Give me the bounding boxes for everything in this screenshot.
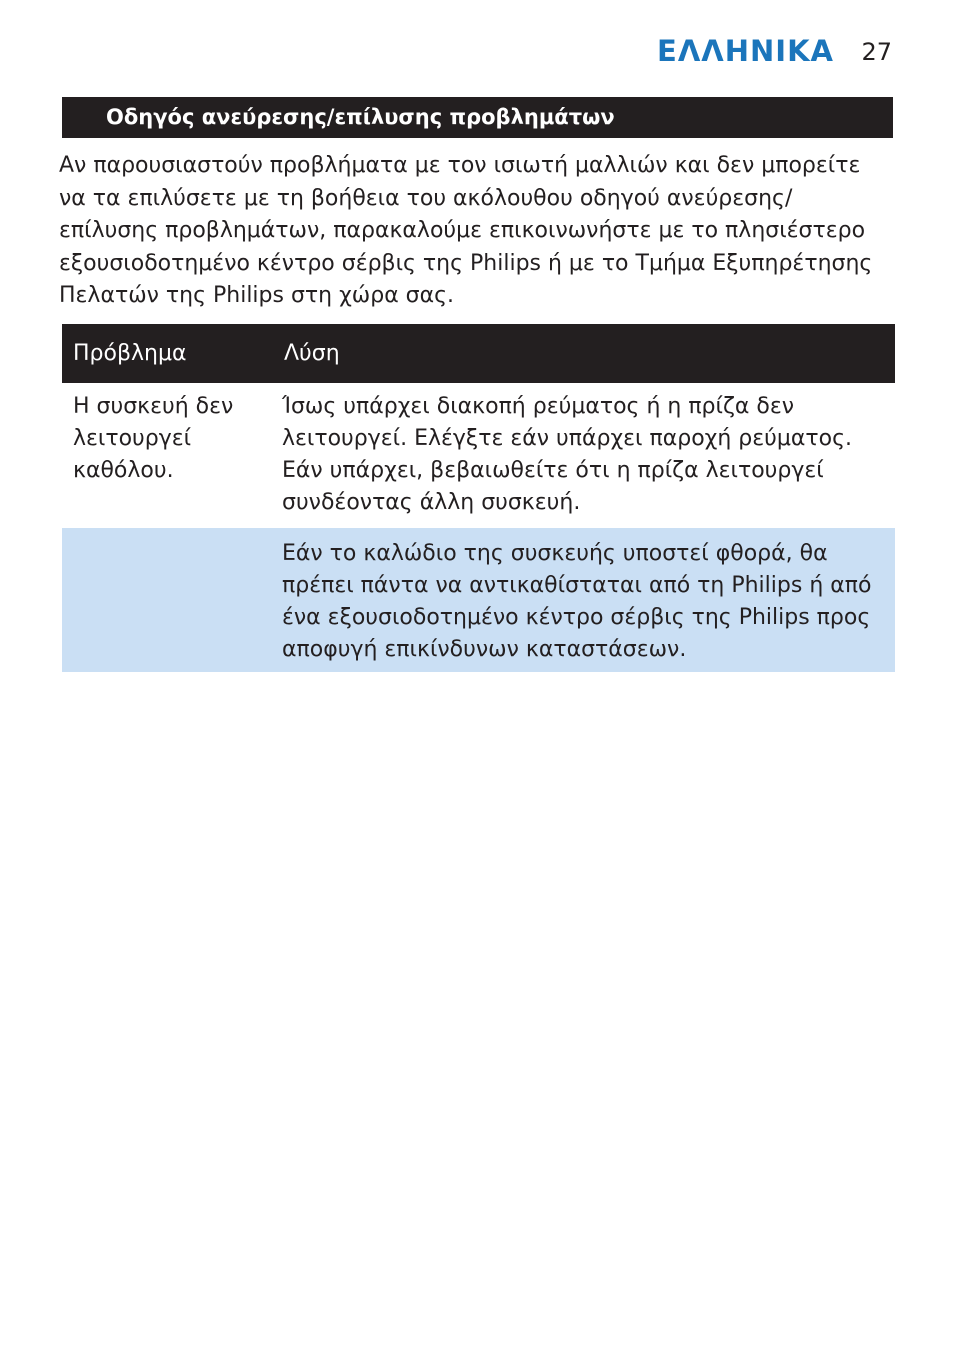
language-header: ΕΛΛΗΝΙΚΑ (657, 34, 834, 68)
section-title-bar (62, 97, 893, 138)
intro-paragraph: Αν παρουσιαστούν προβλήματα με τον ισιωτή μαλλιών και δεν μπορείτε να τα επιλύσετε με τη βοήθεια του ακόλουθου οδηγού ανεύρεσης/επίλυσης προβλημάτων, παρακαλούμε επικοινωνήστε με το πλησιέστερο εξουσιοδοτημένο κέντρο σέρβις της Philips ή με το Τμήμα Εξυπηρέτησης Πελατών της Philips στη χώρα σας. (59, 153, 873, 308)
table-row (62, 528, 895, 672)
solution-column-header: Λύση (273, 324, 895, 383)
page-number: 27 (861, 38, 892, 66)
table-header-row (62, 324, 895, 383)
solution-cell: Ίσως υπάρχει διακοπή ρεύματος ή η πρίζα δεν λειτουργεί. Ελέγξτε εάν υπάρχει παροχή ρεύματος. Εάν υπάρχει, βεβαιωθείτε ότι η πρίζα λειτουργεί συνδέοντας άλλη συσκευή. (282, 394, 852, 515)
solution-cell: Εάν το καλώδιο της συσκευής υποστεί φθορά, θα πρέπει πάντα να αντικαθίσταται από τη Philips ή από ένα εξουσιοδοτημένο κέντρο σέρβις της Philips προς αποφυγή επικίνδυνων καταστάσεων. (273, 528, 895, 672)
problem-column-header: Πρόβλημα (62, 324, 273, 383)
table-row (62, 383, 895, 528)
problem-cell (62, 528, 273, 672)
section-title: Οδηγός ανεύρεσης/επίλυσης προβλημάτων (106, 105, 615, 129)
problem-cell: Η συσκευή δεν λειτουργεί καθόλου. (73, 394, 234, 483)
troubleshooting-table (62, 324, 895, 672)
